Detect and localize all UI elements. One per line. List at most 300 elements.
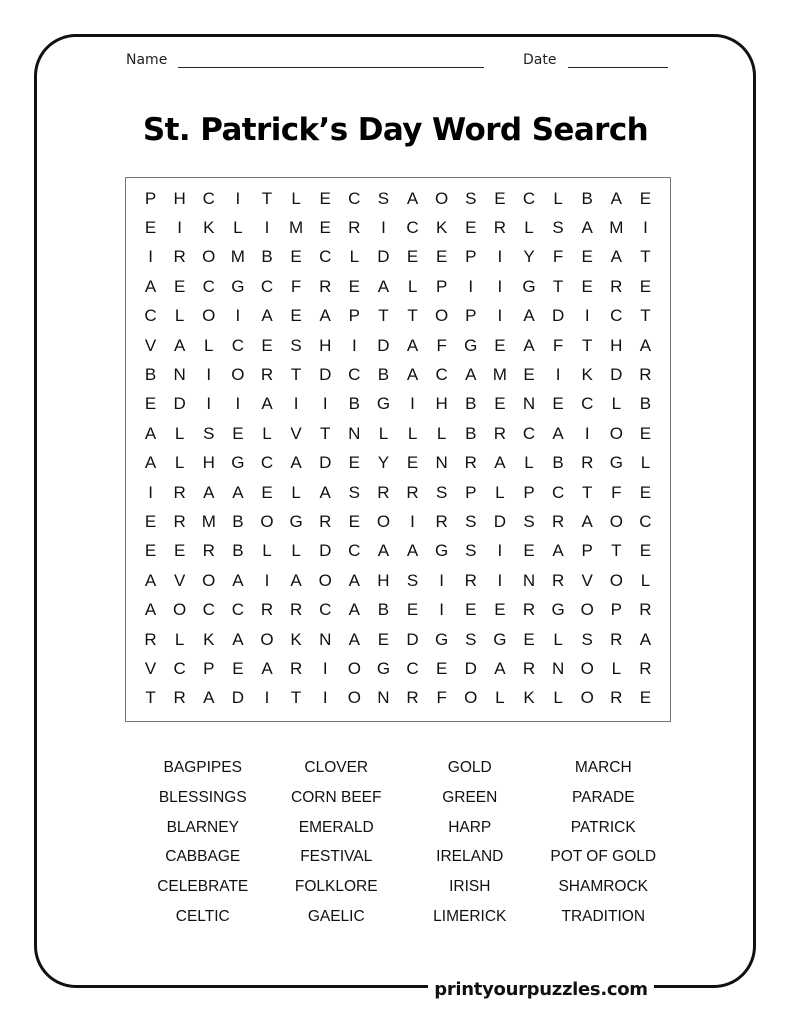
grid-cell[interactable]: I — [555, 365, 561, 385]
grid-cell[interactable]: O — [347, 688, 361, 708]
grid-cell[interactable]: S — [465, 511, 477, 531]
grid-cell[interactable]: E — [494, 394, 506, 414]
grid-cell[interactable]: A — [523, 335, 535, 355]
grid-cell[interactable]: A — [232, 482, 244, 502]
grid-cell[interactable]: A — [232, 570, 244, 590]
grid-cell[interactable]: I — [235, 306, 241, 326]
grid-cell[interactable]: L — [291, 188, 301, 208]
grid-cell[interactable]: A — [290, 570, 302, 590]
grid-cell[interactable]: L — [611, 394, 622, 414]
grid-cell[interactable]: T — [261, 188, 273, 208]
grid-cell[interactable]: K — [435, 218, 448, 238]
grid-cell[interactable]: B — [581, 188, 593, 208]
grid-cell[interactable]: A — [290, 453, 302, 473]
grid-cell[interactable]: D — [377, 247, 390, 267]
grid-cell[interactable]: V — [144, 335, 157, 355]
grid-cell[interactable]: E — [639, 688, 652, 708]
grid-cell[interactable]: R — [319, 511, 332, 531]
grid-cell[interactable]: R — [610, 276, 623, 296]
grid-cell[interactable]: B — [465, 394, 477, 414]
grid-cell[interactable]: A — [144, 423, 157, 443]
grid-cell[interactable]: E — [406, 247, 419, 267]
grid-cell[interactable]: I — [497, 276, 503, 296]
grid-cell[interactable]: E — [290, 247, 302, 267]
grid-cell[interactable]: E — [319, 188, 331, 208]
grid-cell[interactable]: P — [465, 247, 477, 267]
grid-cell[interactable]: T — [640, 306, 651, 326]
grid-cell[interactable]: E — [348, 276, 360, 296]
grid-cell[interactable]: O — [580, 600, 594, 620]
grid-cell[interactable]: K — [203, 218, 215, 238]
grid-cell[interactable]: R — [202, 541, 215, 561]
grid-cell[interactable]: T — [582, 482, 593, 502]
grid-cell[interactable]: E — [144, 218, 157, 238]
grid-cell[interactable]: E — [319, 218, 331, 238]
grid-cell[interactable]: T — [552, 276, 564, 296]
grid-cell[interactable]: E — [494, 600, 506, 620]
grid-cell[interactable]: C — [260, 453, 274, 473]
grid-cell[interactable]: L — [262, 541, 272, 561]
grid-cell[interactable]: M — [230, 247, 245, 267]
grid-cell[interactable]: R — [406, 482, 419, 502]
grid-cell[interactable]: N — [522, 570, 536, 590]
grid-cell[interactable]: T — [290, 365, 302, 385]
grid-cell[interactable]: F — [552, 247, 564, 267]
grid-cell[interactable]: D — [551, 306, 565, 326]
grid-cell[interactable]: A — [377, 541, 390, 561]
grid-cell[interactable]: L — [174, 306, 185, 326]
grid-cell[interactable]: I — [177, 218, 183, 238]
grid-cell[interactable]: L — [553, 688, 563, 708]
grid-cell[interactable]: I — [264, 688, 270, 708]
grid-cell[interactable]: E — [639, 541, 652, 561]
grid-cell[interactable]: A — [319, 306, 331, 326]
grid-cell[interactable]: A — [581, 218, 593, 238]
grid-cell[interactable]: C — [435, 365, 448, 385]
grid-cell[interactable]: L — [291, 541, 301, 561]
grid-cell[interactable]: P — [203, 658, 215, 678]
grid-cell[interactable]: B — [377, 600, 390, 620]
grid-cell[interactable]: K — [290, 629, 302, 649]
grid-cell[interactable]: I — [497, 247, 503, 267]
grid-cell[interactable]: M — [492, 365, 507, 385]
grid-cell[interactable]: R — [144, 629, 157, 649]
grid-cell[interactable]: A — [406, 188, 419, 208]
grid-cell[interactable]: R — [289, 600, 303, 620]
grid-cell[interactable]: A — [494, 453, 506, 473]
grid-cell[interactable]: A — [552, 541, 564, 561]
grid-cell[interactable]: O — [260, 511, 274, 531]
grid-cell[interactable]: S — [435, 482, 448, 502]
grid-cell[interactable]: A — [144, 600, 157, 620]
grid-cell[interactable]: H — [173, 188, 186, 208]
grid-cell[interactable]: D — [319, 453, 332, 473]
grid-cell[interactable]: O — [202, 306, 216, 326]
grid-cell[interactable]: E — [552, 394, 564, 414]
grid-cell[interactable]: C — [319, 600, 332, 620]
grid-cell[interactable]: N — [377, 688, 390, 708]
grid-cell[interactable]: Y — [523, 247, 535, 267]
grid-cell[interactable]: T — [145, 688, 156, 708]
grid-cell[interactable]: A — [406, 365, 419, 385]
grid-cell[interactable]: V — [173, 570, 186, 590]
grid-cell[interactable]: L — [174, 423, 185, 443]
grid-cell[interactable]: L — [233, 218, 243, 238]
grid-cell[interactable]: O — [318, 570, 332, 590]
grid-cell[interactable]: A — [348, 600, 360, 620]
grid-cell[interactable]: H — [610, 335, 623, 355]
grid-cell[interactable]: B — [232, 511, 244, 531]
grid-cell[interactable]: R — [348, 218, 361, 238]
grid-cell[interactable]: G — [522, 276, 536, 296]
grid-cell[interactable]: D — [464, 658, 477, 678]
grid-cell[interactable]: N — [522, 394, 536, 414]
grid-cell[interactable]: C — [231, 335, 245, 355]
grid-cell[interactable]: I — [322, 394, 328, 414]
grid-cell[interactable]: G — [609, 453, 623, 473]
grid-cell[interactable]: H — [202, 453, 215, 473]
grid-cell[interactable]: R — [260, 600, 274, 620]
grid-cell[interactable]: A — [348, 570, 360, 590]
grid-cell[interactable]: R — [173, 688, 186, 708]
grid-cell[interactable]: I — [410, 511, 415, 531]
grid-cell[interactable]: I — [410, 394, 415, 414]
grid-cell[interactable]: R — [610, 688, 623, 708]
grid-cell[interactable]: F — [436, 335, 447, 355]
grid-cell[interactable]: P — [435, 276, 448, 296]
grid-cell[interactable]: I — [439, 570, 445, 590]
grid-cell[interactable]: A — [144, 453, 157, 473]
grid-cell[interactable]: C — [551, 482, 565, 502]
grid-cell[interactable]: L — [291, 482, 301, 502]
grid-cell[interactable]: O — [580, 688, 594, 708]
grid-cell[interactable]: O — [202, 247, 216, 267]
grid-cell[interactable]: L — [495, 688, 505, 708]
grid-cell[interactable]: A — [610, 247, 622, 267]
grid-cell[interactable]: E — [639, 188, 652, 208]
grid-cell[interactable]: I — [148, 482, 153, 502]
grid-cell[interactable]: E — [144, 394, 157, 414]
grid-cell[interactable]: T — [611, 541, 622, 561]
grid-cell[interactable]: E — [348, 453, 360, 473]
grid-cell[interactable]: E — [639, 276, 652, 296]
word-search-grid[interactable] — [125, 177, 671, 722]
grid-cell[interactable]: G — [231, 276, 245, 296]
grid-cell[interactable]: C — [639, 511, 652, 531]
grid-cell[interactable]: F — [290, 276, 302, 296]
grid-cell[interactable]: T — [320, 423, 331, 443]
grid-cell[interactable]: R — [435, 511, 448, 531]
grid-cell[interactable]: L — [524, 453, 534, 473]
grid-cell[interactable]: E — [435, 247, 448, 267]
grid-cell[interactable]: R — [464, 570, 477, 590]
grid-cell[interactable]: F — [552, 335, 564, 355]
grid-cell[interactable]: G — [289, 511, 303, 531]
grid-cell[interactable]: P — [348, 306, 360, 326]
grid-cell[interactable]: A — [144, 276, 157, 296]
grid-cell[interactable]: O — [580, 658, 594, 678]
grid-cell[interactable]: A — [465, 365, 477, 385]
date-field-line[interactable] — [568, 67, 668, 68]
grid-cell[interactable]: A — [261, 306, 273, 326]
grid-cell[interactable]: B — [261, 247, 273, 267]
grid-cell[interactable]: A — [639, 629, 652, 649]
grid-cell[interactable]: G — [376, 394, 391, 414]
grid-cell[interactable]: R — [493, 218, 507, 238]
grid-cell[interactable]: I — [584, 306, 590, 326]
grid-cell[interactable]: N — [319, 629, 332, 649]
grid-cell[interactable]: E — [465, 600, 477, 620]
grid-cell[interactable]: E — [406, 453, 419, 473]
grid-cell[interactable]: E — [261, 335, 273, 355]
grid-cell[interactable]: P — [523, 482, 535, 502]
grid-cell[interactable]: C — [522, 188, 536, 208]
grid-cell[interactable]: R — [639, 658, 652, 678]
grid-cell[interactable]: B — [639, 394, 652, 414]
grid-cell[interactable]: A — [406, 541, 419, 561]
grid-cell[interactable]: G — [376, 658, 391, 678]
grid-cell[interactable]: T — [407, 306, 418, 326]
grid-cell[interactable]: S — [465, 188, 477, 208]
grid-cell[interactable]: B — [552, 453, 564, 473]
grid-cell[interactable]: H — [377, 570, 390, 590]
grid-cell[interactable]: R — [319, 276, 332, 296]
grid-cell[interactable]: I — [497, 570, 503, 590]
grid-cell[interactable]: C — [202, 600, 215, 620]
grid-cell[interactable]: E — [144, 541, 157, 561]
grid-cell[interactable]: G — [493, 629, 507, 649]
grid-cell[interactable]: B — [465, 423, 477, 443]
grid-cell[interactable]: D — [319, 541, 332, 561]
grid-cell[interactable]: H — [319, 335, 332, 355]
grid-cell[interactable]: P — [581, 541, 593, 561]
grid-cell[interactable]: I — [264, 218, 270, 238]
grid-cell[interactable]: O — [609, 423, 623, 443]
grid-cell[interactable]: T — [290, 688, 302, 708]
grid-cell[interactable]: P — [144, 188, 157, 208]
grid-cell[interactable]: A — [203, 482, 215, 502]
grid-cell[interactable]: L — [174, 453, 185, 473]
grid-cell[interactable]: C — [319, 247, 332, 267]
grid-cell[interactable]: E — [639, 423, 652, 443]
grid-cell[interactable]: D — [377, 335, 390, 355]
grid-cell[interactable]: V — [290, 423, 302, 443]
grid-cell[interactable]: A — [406, 335, 419, 355]
grid-cell[interactable]: K — [581, 365, 593, 385]
grid-cell[interactable]: C — [348, 365, 361, 385]
grid-cell[interactable]: I — [643, 218, 648, 238]
grid-cell[interactable]: L — [378, 423, 389, 443]
grid-cell[interactable]: C — [610, 306, 623, 326]
grid-cell[interactable]: C — [406, 218, 419, 238]
grid-cell[interactable]: B — [377, 365, 390, 385]
grid-cell[interactable]: D — [406, 629, 419, 649]
grid-cell[interactable]: E — [232, 423, 244, 443]
grid-cell[interactable]: C — [173, 658, 186, 678]
grid-cell[interactable]: D — [173, 394, 186, 414]
grid-cell[interactable]: C — [348, 541, 361, 561]
grid-cell[interactable]: L — [553, 629, 563, 649]
grid-cell[interactable]: E — [581, 247, 593, 267]
grid-cell[interactable]: I — [206, 394, 212, 414]
grid-cell[interactable]: D — [493, 511, 507, 531]
grid-cell[interactable]: A — [232, 629, 244, 649]
grid-cell[interactable]: B — [144, 365, 157, 385]
grid-cell[interactable]: A — [319, 482, 331, 502]
grid-cell[interactable]: L — [174, 629, 185, 649]
grid-cell[interactable]: N — [435, 453, 448, 473]
grid-cell[interactable]: R — [581, 453, 594, 473]
grid-cell[interactable]: C — [231, 600, 245, 620]
grid-cell[interactable]: L — [611, 658, 622, 678]
grid-cell[interactable]: R — [639, 365, 652, 385]
grid-cell[interactable]: H — [435, 394, 448, 414]
grid-cell[interactable]: T — [582, 335, 593, 355]
grid-cell[interactable]: I — [322, 688, 328, 708]
grid-cell[interactable]: G — [464, 335, 478, 355]
grid-cell[interactable]: N — [173, 365, 186, 385]
grid-cell[interactable]: T — [378, 306, 389, 326]
grid-cell[interactable]: E — [523, 365, 535, 385]
grid-cell[interactable]: A — [377, 276, 390, 296]
grid-cell[interactable]: R — [464, 453, 477, 473]
grid-cell[interactable]: S — [465, 541, 477, 561]
grid-cell[interactable]: P — [465, 306, 477, 326]
grid-cell[interactable]: A — [581, 511, 593, 531]
grid-cell[interactable]: E — [406, 600, 419, 620]
grid-cell[interactable]: I — [206, 365, 212, 385]
grid-cell[interactable]: L — [640, 453, 651, 473]
grid-cell[interactable]: L — [524, 218, 534, 238]
grid-cell[interactable]: E — [465, 218, 477, 238]
name-field-line[interactable] — [178, 67, 484, 68]
grid-cell[interactable]: I — [235, 188, 241, 208]
grid-cell[interactable]: Y — [377, 453, 390, 473]
grid-cell[interactable]: S — [406, 570, 419, 590]
grid-cell[interactable]: E — [232, 658, 244, 678]
grid-cell[interactable]: E — [494, 188, 506, 208]
grid-cell[interactable]: I — [148, 247, 153, 267]
grid-cell[interactable]: N — [348, 423, 361, 443]
grid-cell[interactable]: S — [552, 218, 564, 238]
grid-cell[interactable]: C — [348, 188, 361, 208]
grid-cell[interactable]: L — [640, 570, 651, 590]
grid-cell[interactable]: E — [261, 482, 273, 502]
grid-cell[interactable]: I — [293, 394, 299, 414]
grid-cell[interactable]: C — [202, 276, 215, 296]
grid-cell[interactable]: I — [439, 600, 445, 620]
grid-cell[interactable]: M — [609, 218, 624, 238]
grid-cell[interactable]: G — [551, 600, 565, 620]
grid-cell[interactable]: E — [173, 276, 186, 296]
grid-cell[interactable]: O — [435, 306, 449, 326]
grid-cell[interactable]: V — [581, 570, 593, 590]
grid-cell[interactable]: V — [144, 658, 157, 678]
grid-cell[interactable]: R — [551, 570, 565, 590]
grid-cell[interactable]: P — [610, 600, 622, 620]
grid-cell[interactable]: E — [581, 276, 593, 296]
grid-cell[interactable]: B — [348, 394, 360, 414]
grid-cell[interactable]: A — [348, 629, 360, 649]
grid-cell[interactable]: F — [436, 688, 447, 708]
grid-cell[interactable]: A — [639, 335, 652, 355]
grid-cell[interactable]: S — [581, 629, 593, 649]
grid-cell[interactable]: L — [262, 423, 272, 443]
grid-cell[interactable]: E — [639, 482, 652, 502]
grid-cell[interactable]: S — [377, 188, 390, 208]
grid-cell[interactable]: S — [290, 335, 302, 355]
grid-cell[interactable]: O — [173, 600, 187, 620]
grid-cell[interactable]: R — [493, 423, 507, 443]
grid-cell[interactable]: A — [552, 423, 564, 443]
grid-cell[interactable]: O — [609, 570, 623, 590]
grid-cell[interactable]: O — [202, 570, 216, 590]
grid-cell[interactable]: O — [231, 365, 245, 385]
grid-cell[interactable]: R — [173, 511, 186, 531]
grid-cell[interactable]: T — [640, 247, 651, 267]
grid-cell[interactable]: I — [584, 423, 590, 443]
grid-cell[interactable]: R — [522, 658, 536, 678]
grid-cell[interactable]: F — [611, 482, 622, 502]
grid-cell[interactable]: C — [144, 306, 157, 326]
grid-cell[interactable]: O — [609, 511, 623, 531]
grid-cell[interactable]: L — [349, 247, 360, 267]
grid-cell[interactable]: E — [173, 541, 186, 561]
grid-cell[interactable]: D — [231, 688, 245, 708]
grid-cell[interactable]: B — [232, 541, 244, 561]
grid-cell[interactable]: O — [260, 629, 274, 649]
grid-cell[interactable]: L — [495, 482, 505, 502]
grid-cell[interactable]: A — [523, 306, 535, 326]
grid-cell[interactable]: A — [173, 335, 186, 355]
grid-cell[interactable]: L — [204, 335, 214, 355]
grid-cell[interactable]: E — [144, 511, 157, 531]
grid-cell[interactable]: A — [494, 658, 506, 678]
grid-cell[interactable]: A — [261, 394, 273, 414]
grid-cell[interactable]: G — [435, 629, 449, 649]
grid-cell[interactable]: R — [551, 511, 565, 531]
grid-cell[interactable]: L — [436, 423, 447, 443]
grid-cell[interactable]: S — [348, 482, 360, 502]
grid-cell[interactable]: K — [523, 688, 535, 708]
grid-cell[interactable]: O — [435, 188, 449, 208]
footer-site-link[interactable]: printyourpuzzles.com — [434, 978, 648, 1000]
grid-cell[interactable]: D — [319, 365, 332, 385]
grid-cell[interactable]: E — [377, 629, 390, 649]
grid-cell[interactable]: R — [406, 688, 419, 708]
grid-cell[interactable]: E — [523, 541, 535, 561]
grid-cell[interactable]: C — [406, 658, 419, 678]
grid-cell[interactable]: O — [376, 511, 391, 531]
grid-cell[interactable]: I — [468, 276, 474, 296]
grid-cell[interactable]: L — [407, 276, 418, 296]
grid-cell[interactable]: R — [260, 365, 274, 385]
grid-cell[interactable]: C — [202, 188, 215, 208]
grid-cell[interactable]: I — [235, 394, 241, 414]
grid-cell[interactable]: R — [173, 247, 186, 267]
grid-cell[interactable]: E — [523, 629, 535, 649]
grid-cell[interactable]: S — [203, 423, 215, 443]
grid-cell[interactable]: I — [264, 570, 270, 590]
grid-cell[interactable]: A — [610, 188, 622, 208]
grid-cell[interactable]: P — [465, 482, 477, 502]
grid-cell[interactable]: E — [348, 511, 360, 531]
grid-cell[interactable]: C — [522, 423, 536, 443]
grid-cell[interactable]: R — [289, 658, 303, 678]
grid-cell[interactable]: A — [144, 570, 157, 590]
grid-cell[interactable]: I — [381, 218, 386, 238]
grid-cell[interactable]: K — [203, 629, 215, 649]
